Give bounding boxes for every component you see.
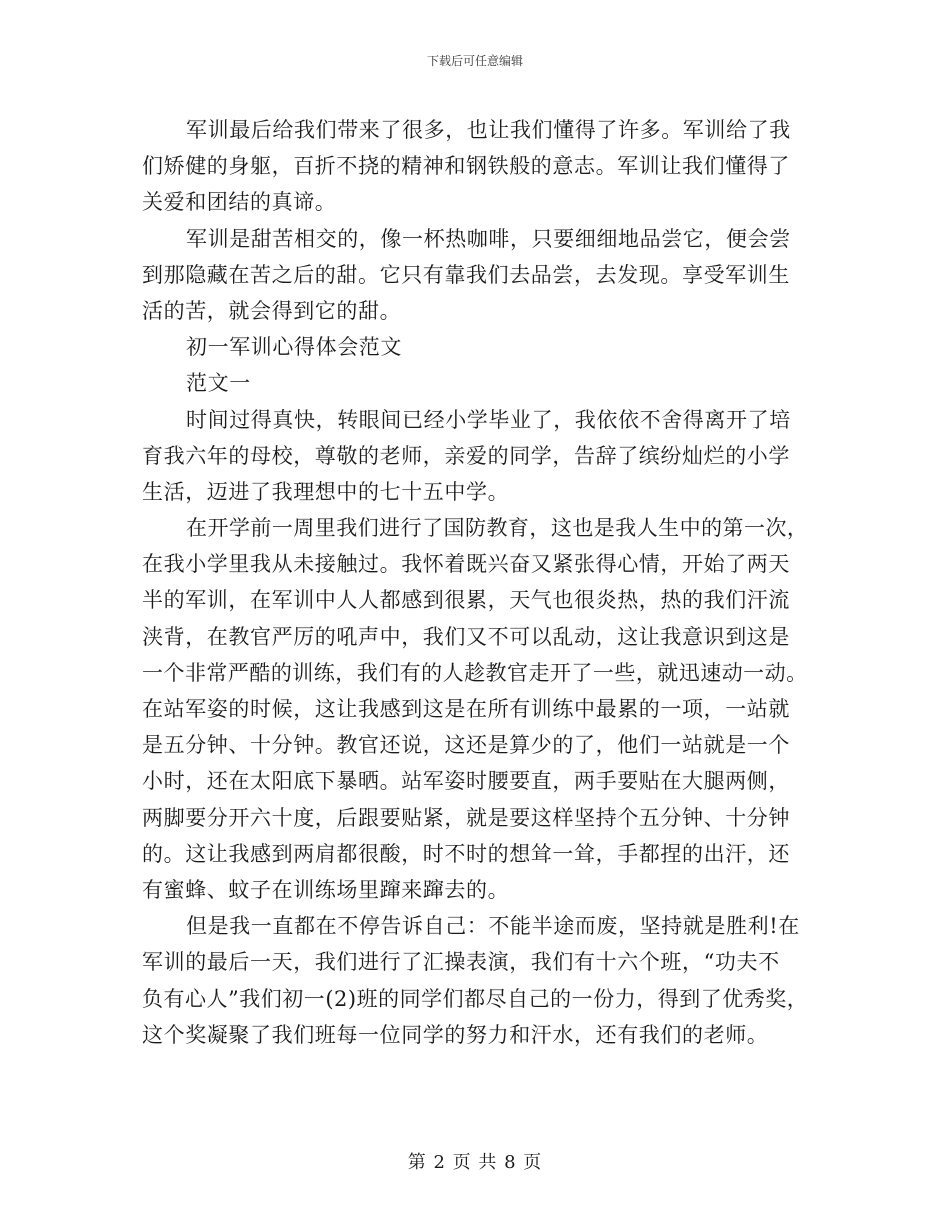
page-number-footer: 第 2 页 共 8 页 (407, 1152, 543, 1173)
text-line: 的。这让我感到两肩都很酸，时不时的想耸一耸，手都捏的出汗，还 (142, 841, 790, 866)
text-line: 军训是甜苦相交的，像一杯热咖啡，只要细细地品尝它，便会尝 (186, 226, 791, 251)
document-body (142, 112, 808, 1053)
text-line: 关爱和团结的真谛。 (142, 190, 337, 215)
text-line: 时间过得真快，转眼间已经小学毕业了，我依依不舍得离开了培 (186, 407, 791, 432)
text-line: 但是我一直都在不停告诉自己：不能半途而废，坚持就是胜利!在 (186, 914, 800, 939)
text-line: 有蜜蜂、蚊子在训练场里蹿来蹿去的。 (142, 877, 510, 902)
text-line: 军训最后给我们带来了很多，也让我们懂得了许多。军训给了我 (186, 118, 791, 142)
text-line: 浃背，在教官严厉的吼声中，我们又不可以乱动，这让我意识到这是 (142, 624, 790, 649)
text-line: 范文一 (186, 371, 251, 396)
text-line: 到那隐藏在苦之后的甜。它只有靠我们去品尝，去发现。享受军训生 (142, 262, 790, 287)
text-line: 在站军姿的时候，这让我感到这是在所有训练中最累的一项，一站就 (142, 697, 790, 721)
text-line: 军训的最后一天，我们进行了汇操表演，我们有十六个班，“功夫不 (142, 950, 780, 975)
text-line: 初一军训心得体会范文 (186, 335, 402, 360)
text-line: 负有心人”我们初一(2)班的同学们都尽自己的一份力，得到了优秀奖， (142, 986, 809, 1011)
text-line: 活的苦，就会得到它的甜。 (142, 298, 402, 323)
text-line: 半的军训，在军训中人人都感到很累，天气也很炎热，热的我们汗流 (142, 588, 790, 613)
text-line: 这个奖凝聚了我们班每一位同学的努力和汗水，还有我们的老师。 (142, 1022, 769, 1047)
text-line: 是五分钟、十分钟。教官还说，这还是算少的了，他们一站就是一个 (142, 733, 790, 758)
text-line: 小时，还在太阳底下暴晒。站军姿时腰要直，两手要贴在大腿两侧， (142, 769, 790, 794)
page-header-note: 下载后可任意编辑 (426, 54, 523, 68)
text-line: 一个非常严酷的训练，我们有的人趁教官走开了一些，就迅速动一动。 (142, 660, 808, 685)
text-line: 在开学前一周里我们进行了国防教育，这也是我人生中的第一次， (186, 516, 809, 541)
text-line: 两脚要分开六十度，后跟要贴紧，就是要这样坚持个五分钟、十分钟 (142, 805, 790, 830)
text-line: 育我六年的母校，尊敬的老师，亲爱的同学，告辞了缤纷灿烂的小学 (142, 443, 790, 468)
text-line: 在我小学里我从未接触过。我怀着既兴奋又紧张得心情，开始了两天 (142, 552, 790, 577)
text-line: 们矫健的身躯，百折不挠的精神和钢铁般的意志。军训让我们懂得了 (142, 154, 790, 179)
text-line: 生活，迈进了我理想中的七十五中学。 (142, 479, 510, 504)
